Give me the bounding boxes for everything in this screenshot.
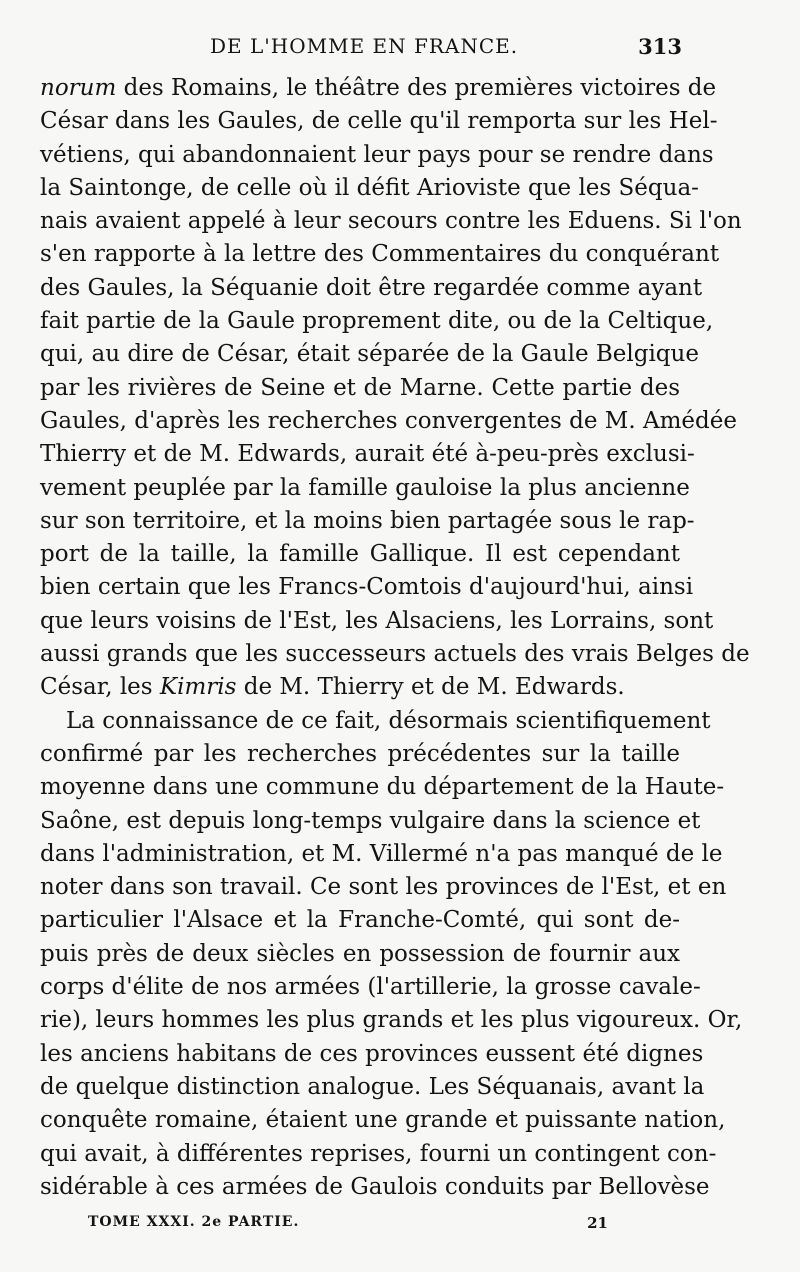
text-run: particulier l'Alsace et la Franche-Comté, qui sont de- — [40, 907, 680, 934]
text-line — [40, 838, 723, 871]
text-run: que leurs voisins de l'Est, les Alsaciens, les Lorrains, sont — [40, 607, 714, 634]
text-line — [40, 538, 680, 571]
text-run: la Saintonge, de celle où il défit Arioviste que les Séqua- — [40, 174, 699, 201]
running-title: DE L'HOMME EN FRANCE. — [210, 34, 519, 58]
text-line — [40, 1138, 717, 1171]
body-text — [40, 72, 750, 1204]
text-run: Thierry et de M. Edwards, aurait été à-peu-près exclusi- — [40, 441, 695, 468]
text-run: nais avaient appelé à leur secours contre les Eduens. Si l'on — [40, 208, 742, 235]
text-line — [40, 372, 680, 405]
text-line — [40, 72, 717, 105]
italic-text: norum — [40, 75, 117, 101]
text-line — [40, 272, 703, 305]
text-line — [40, 571, 694, 604]
text-line — [40, 638, 750, 671]
text-line — [40, 505, 695, 538]
text-line — [40, 871, 727, 904]
text-line — [40, 1071, 705, 1104]
text-run: Saône, est depuis long-temps vulgaire dans la science et — [40, 807, 701, 834]
text-line — [40, 938, 680, 971]
text-line — [40, 1038, 704, 1071]
text-line — [40, 105, 718, 138]
text-run: puis près de deux siècles en possession de fournir aux — [40, 940, 680, 967]
text-line — [40, 1004, 743, 1037]
text-line — [40, 771, 725, 804]
signature-label: TOME XXXI. 2e PARTIE. — [88, 1214, 300, 1230]
text-run: vétiens, qui abandonnaient leur pays pour se rendre dans — [40, 141, 714, 168]
text-run: rie), leurs hommes les plus grands et les plus vigoureux. Or, — [40, 1007, 743, 1034]
text-run: qui avait, à différentes reprises, fourni un contingent con- — [40, 1140, 717, 1167]
text-run: moyenne dans une commune du département de la Haute- — [40, 774, 725, 801]
text-run: corps d'élite de nos armées (l'artillerie, la grosse cavale- — [40, 974, 701, 1001]
text-run: La connaissance de ce fait, désormais scientifiquement — [66, 707, 711, 734]
text-line — [40, 139, 714, 172]
running-head — [40, 30, 682, 64]
text-run: aussi grands que les successeurs actuels des vrais Belges de — [40, 641, 750, 668]
text-line — [40, 705, 711, 738]
text-run: port de la taille, la famille Gallique. Il est cependant — [40, 541, 680, 568]
text-line — [40, 172, 699, 205]
text-run: les anciens habitans de ces provinces eussent été dignes — [40, 1040, 704, 1067]
text-line — [40, 1171, 710, 1204]
text-run: par les rivières de Seine et de Marne. Cette partie des — [40, 374, 680, 401]
text-line — [40, 605, 714, 638]
text-run: Gaules, d'après les recherches convergentes de M. Amédée — [40, 407, 737, 434]
page-number: 313 — [638, 34, 682, 59]
text-run: dans l'administration, et M. Villermé n'a pas manqué de le — [40, 840, 723, 867]
text-line — [40, 671, 680, 704]
signature-line — [88, 1214, 608, 1238]
text-line — [40, 805, 701, 838]
text-run: César dans les Gaules, de celle qu'il remporta sur les Hel- — [40, 108, 718, 135]
signature-number: 21 — [587, 1214, 608, 1232]
text-line — [40, 338, 699, 371]
text-run: sur son territoire, et la moins bien partagée sous le rap- — [40, 507, 695, 534]
text-run: sidérable à ces armées de Gaulois conduits par Bellovèse — [40, 1173, 710, 1200]
text-run: confirmé par les recherches précédentes sur la taille — [40, 740, 680, 767]
text-line — [40, 472, 690, 505]
text-line — [40, 205, 742, 238]
text-line — [40, 405, 737, 438]
text-line — [40, 1104, 726, 1137]
text-line — [40, 738, 680, 771]
text-line — [40, 305, 714, 338]
italic-text: Kimris — [159, 674, 237, 701]
text-run: fait partie de la Gaule proprement dite, ou de la Celtique, — [40, 308, 714, 335]
text-line — [40, 238, 720, 271]
text-run: de quelque distinction analogue. Les Séquanais, avant la — [40, 1073, 705, 1100]
text-run: César, les — [40, 674, 160, 701]
text-line — [40, 438, 695, 471]
text-run: des Romains, le théâtre des premières victoires de — [116, 75, 717, 101]
text-run: bien certain que les Francs-Comtois d'aujourd'hui, ainsi — [40, 574, 694, 601]
text-run: qui, au dire de César, était séparée de la Gaule Belgique — [40, 341, 699, 368]
text-run: conquête romaine, étaient une grande et puissante nation, — [40, 1107, 726, 1134]
text-run: noter dans son travail. Ce sont les provinces de l'Est, et en — [40, 874, 727, 901]
text-run: vement peuplée par la famille gauloise la plus ancienne — [40, 474, 690, 501]
text-line — [40, 904, 680, 937]
text-run: de M. Thierry et de M. Edwards. — [236, 674, 625, 701]
text-line — [40, 971, 701, 1004]
text-run: des Gaules, la Séquanie doit être regardée comme ayant — [40, 274, 703, 301]
text-run: s'en rapporte à la lettre des Commentaires du conquérant — [40, 241, 720, 268]
